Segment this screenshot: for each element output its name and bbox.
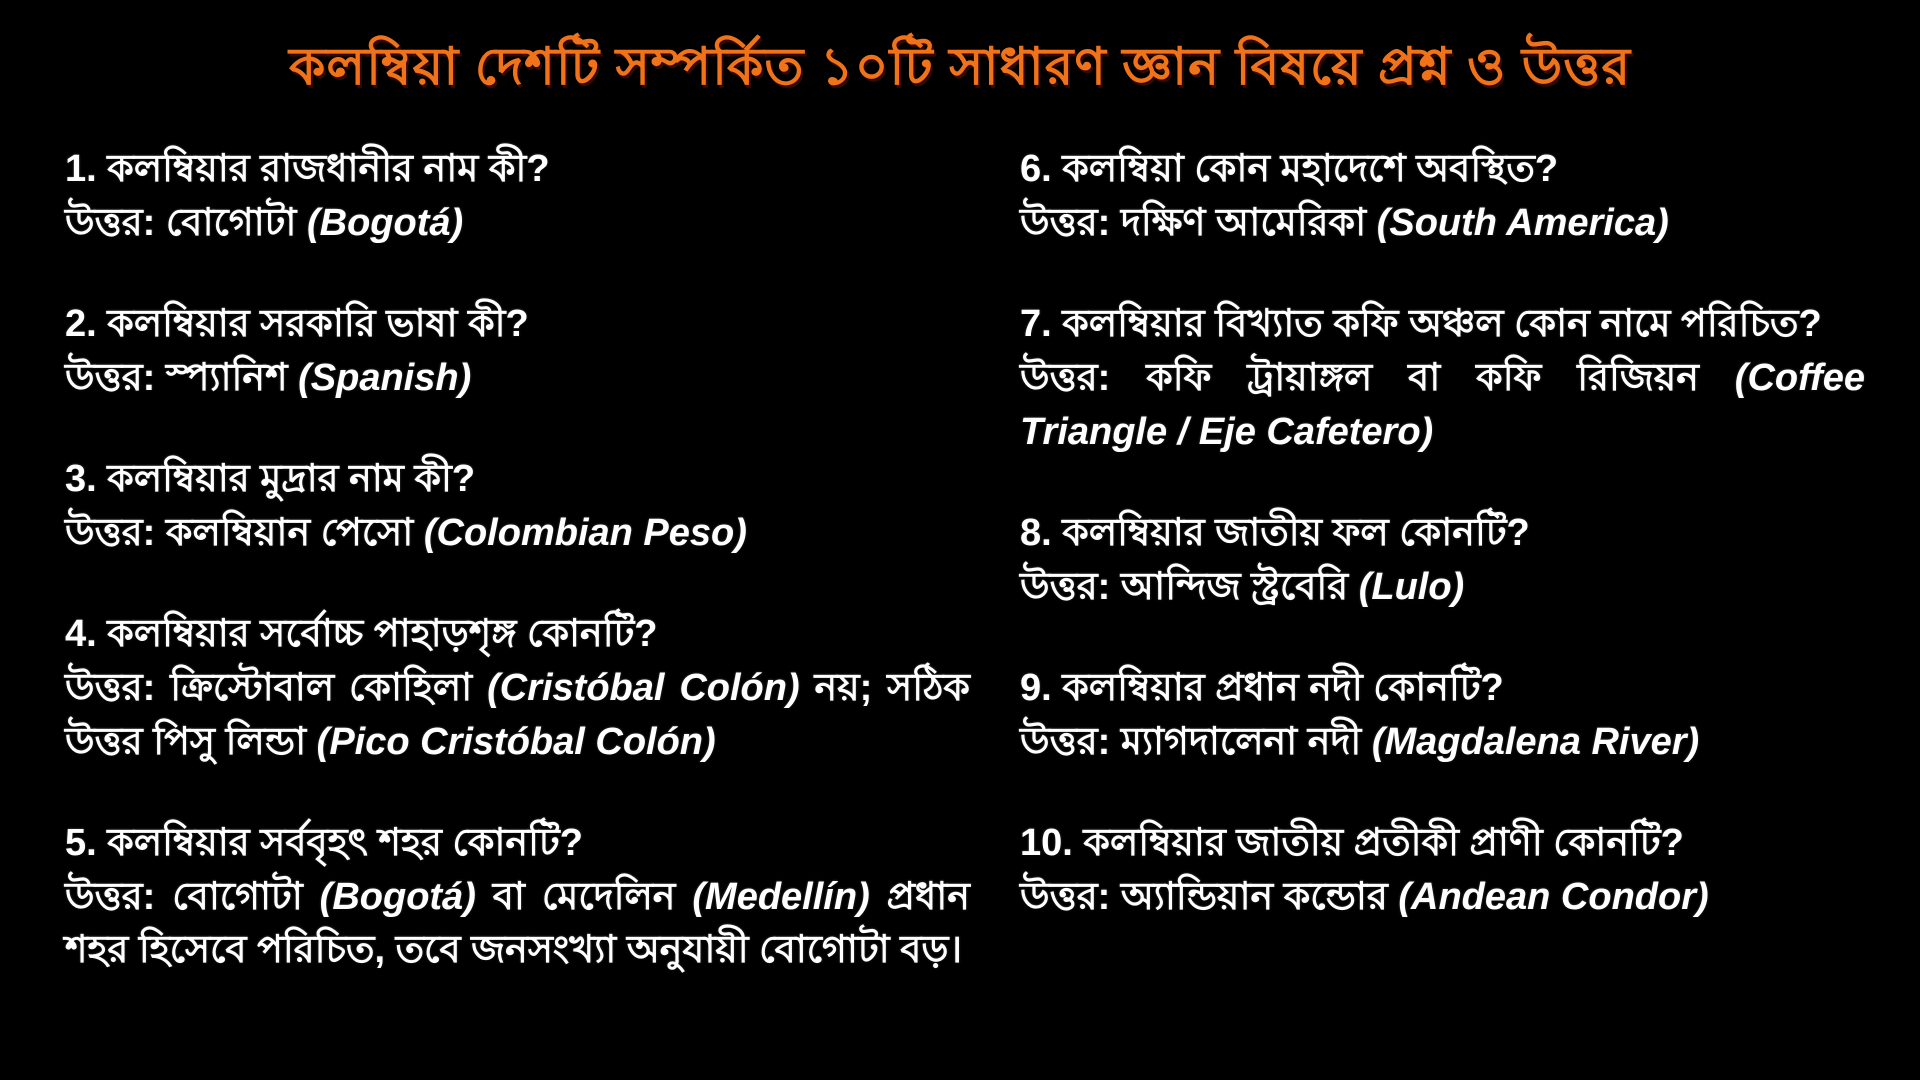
qa-answer-4: উত্তর: ক্রিস্টোবাল কোহিলা (Cristóbal Colón) নয়; সঠিক উত্তর পিসু লিন্ডা (Pico Cristóbal Colón) bbox=[65, 666, 970, 763]
qa-item-7 bbox=[1020, 298, 1865, 460]
qa-question-7: 7. কলম্বিয়ার বিখ্যাত কফি অঞ্চল কোন নামে পরিচিত? bbox=[1020, 302, 1822, 345]
qa-question-5: 5. কলম্বিয়ার সর্ববৃহৎ শহর কোনটি? bbox=[65, 821, 583, 864]
qa-answer-3: উত্তর: কলম্বিয়ান পেসো (Colombian Peso) bbox=[65, 511, 747, 554]
qa-item-1 bbox=[65, 143, 970, 251]
qa-item-4 bbox=[65, 608, 970, 770]
qa-item-6 bbox=[1020, 143, 1865, 251]
qa-answer-10: উত্তর: অ্যান্ডিয়ান কন্ডোর (Andean Condor) bbox=[1020, 875, 1709, 918]
qa-answer-6: উত্তর: দক্ষিণ আমেরিকা (South America) bbox=[1020, 201, 1669, 244]
qa-item-8 bbox=[1020, 507, 1865, 615]
qa-item-5 bbox=[65, 817, 970, 979]
qa-question-3: 3. কলম্বিয়ার মুদ্রার নাম কী? bbox=[65, 457, 476, 500]
page-title: কলম্বিয়া দেশটি সম্পর্কিত ১০টি সাধারণ জ্ঞান বিষয়ে প্রশ্ন ও উত্তর bbox=[288, 38, 1632, 96]
qa-item-3 bbox=[65, 453, 970, 561]
qa-question-10: 10. কলম্বিয়ার জাতীয় প্রতীকী প্রাণী কোনটি? bbox=[1020, 821, 1684, 864]
qa-question-2: 2. কলম্বিয়ার সরকারি ভাষা কী? bbox=[65, 302, 529, 345]
qa-question-4: 4. কলম্বিয়ার সর্বোচ্চ পাহাড়শৃঙ্গ কোনটি? bbox=[65, 612, 658, 655]
qa-answer-7: উত্তর: কফি ট্রায়াঙ্গল বা কফি রিজিয়ন (Coffee Triangle / Eje Cafetero) bbox=[1020, 356, 1865, 453]
qa-answer-9: উত্তর: ম্যাগদালেনা নদী (Magdalena River) bbox=[1020, 720, 1700, 763]
qa-item-9 bbox=[1020, 662, 1865, 770]
qa-answer-8: উত্তর: আন্দিজ স্ট্রবেরি (Lulo) bbox=[1020, 565, 1465, 608]
qa-question-1: 1. কলম্বিয়ার রাজধানীর নাম কী? bbox=[65, 148, 550, 190]
qa-content bbox=[0, 113, 1920, 1025]
qa-answer-2: উত্তর: স্প্যানিশ (Spanish) bbox=[65, 356, 472, 399]
qa-question-9: 9. কলম্বিয়ার প্রধান নদী কোনটি? bbox=[1020, 666, 1504, 709]
qa-answer-5: উত্তর: বোগোটা (Bogotá) বা মেদেলিন (Medellín) প্রধান শহর হিসেবে পরিচিত, তবে জনসংখ্যা অনুযায়ী বোগোটা বড়। bbox=[65, 875, 970, 972]
qa-column-right bbox=[1020, 143, 1865, 1025]
qa-item-2 bbox=[65, 298, 970, 406]
qa-column-left bbox=[65, 143, 970, 1025]
qa-item-10 bbox=[1020, 817, 1865, 925]
qa-question-8: 8. কলম্বিয়ার জাতীয় ফল কোনটি? bbox=[1020, 511, 1530, 554]
qa-question-6: 6. কলম্বিয়া কোন মহাদেশে অবস্থিত? bbox=[1020, 148, 1559, 190]
qa-answer-1: উত্তর: বোগোটা (Bogotá) bbox=[65, 201, 464, 244]
